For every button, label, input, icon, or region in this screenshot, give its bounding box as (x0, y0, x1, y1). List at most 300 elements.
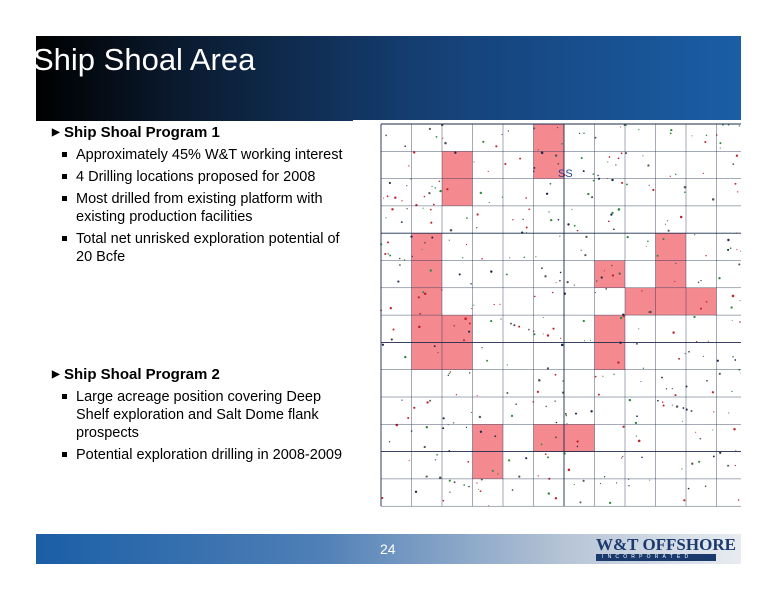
well-symbol (431, 236, 433, 238)
well-symbol (718, 277, 720, 279)
well-symbol (618, 208, 621, 211)
well-symbol (577, 446, 578, 447)
highlighted-block (656, 288, 687, 315)
well-symbol (387, 195, 389, 197)
well-symbol (712, 391, 714, 393)
square-bullet-icon (62, 452, 67, 457)
well-symbol (510, 323, 512, 325)
highlighted-block (656, 261, 687, 288)
well-symbol (526, 227, 528, 229)
well-symbol (584, 340, 585, 341)
well-symbol (507, 364, 508, 365)
well-symbol (620, 126, 621, 127)
well-symbol (462, 257, 463, 258)
well-symbol (601, 276, 603, 278)
well-symbol (431, 186, 432, 187)
well-symbol (464, 317, 467, 320)
well-symbol (490, 270, 492, 272)
well-symbol (449, 373, 450, 374)
well-symbol (604, 476, 605, 477)
well-symbol (499, 304, 500, 305)
well-symbol (418, 326, 421, 329)
well-symbol (691, 135, 692, 136)
well-symbol (413, 407, 415, 409)
well-symbol (620, 317, 622, 319)
well-symbol (636, 436, 637, 437)
well-symbol (547, 334, 549, 336)
well-symbol (683, 499, 685, 501)
well-symbol (494, 435, 496, 437)
well-symbol (389, 441, 391, 443)
well-symbol (638, 440, 641, 443)
well-symbol (441, 289, 442, 290)
well-symbol (583, 320, 585, 322)
well-symbol (480, 431, 482, 433)
well-symbol (732, 356, 734, 358)
well-symbol (466, 217, 468, 219)
well-symbol (546, 193, 548, 195)
well-symbol (528, 329, 530, 331)
well-symbol (497, 473, 498, 474)
well-symbol (478, 489, 479, 490)
well-symbol (583, 170, 585, 172)
well-symbol (727, 239, 729, 241)
highlighted-block (412, 233, 443, 260)
well-symbol (642, 155, 643, 156)
well-symbol (490, 320, 492, 322)
bullet-item (60, 190, 352, 226)
highlighted-block (442, 151, 473, 178)
well-symbol (730, 306, 732, 308)
well-symbol (561, 143, 562, 144)
well-symbol (607, 161, 608, 162)
well-symbol (641, 457, 643, 459)
well-symbol (629, 399, 631, 401)
well-symbol (436, 454, 438, 456)
highlighted-block (534, 424, 565, 451)
well-symbol (443, 500, 445, 502)
well-symbol (700, 280, 701, 281)
well-symbol (670, 133, 672, 135)
well-symbol (415, 491, 417, 493)
well-symbol (736, 249, 737, 250)
well-symbol (675, 263, 676, 264)
well-symbol (622, 456, 623, 457)
well-symbol (562, 380, 563, 381)
well-symbol (538, 149, 539, 150)
well-symbol (424, 196, 426, 198)
well-symbol (597, 175, 598, 176)
well-symbol (545, 453, 547, 455)
well-symbol (397, 281, 399, 283)
well-symbol (422, 291, 424, 293)
well-symbol (663, 404, 665, 406)
well-symbol (625, 152, 627, 154)
well-symbol (435, 459, 436, 460)
well-symbol (641, 290, 642, 291)
well-symbol (567, 223, 569, 225)
bullet-item (60, 388, 352, 442)
well-symbol (424, 293, 427, 296)
well-symbol (566, 281, 568, 283)
well-symbol (555, 374, 557, 376)
well-symbol (430, 209, 432, 211)
well-symbol (528, 208, 530, 210)
well-symbol (652, 189, 654, 191)
well-symbol (477, 213, 479, 215)
well-symbol (678, 358, 680, 360)
well-symbol (719, 142, 721, 144)
well-symbol (524, 257, 526, 259)
highlighted-block (412, 261, 443, 288)
highlighted-block (412, 288, 443, 315)
well-symbol (732, 320, 733, 321)
highlighted-block (595, 342, 626, 369)
well-symbol (424, 242, 426, 244)
well-symbol (383, 198, 384, 199)
well-symbol (638, 129, 639, 130)
well-symbol (552, 292, 554, 294)
well-symbol (694, 234, 695, 235)
well-symbol (547, 456, 549, 458)
well-symbol (387, 241, 389, 243)
well-symbol (609, 502, 611, 504)
well-symbol (685, 353, 686, 354)
well-symbol (439, 190, 441, 192)
well-symbol (704, 141, 706, 143)
well-symbol (389, 255, 391, 257)
well-symbol (626, 183, 628, 185)
program-1-heading-row (52, 124, 352, 142)
bullet-text: Approximately 45% W&T working interest (76, 147, 343, 163)
well-symbol (554, 400, 555, 401)
well-symbol (705, 485, 707, 487)
bullet-item (60, 230, 352, 266)
well-symbol (557, 163, 559, 165)
well-symbol (670, 129, 672, 131)
well-symbol (512, 219, 513, 220)
well-symbol (399, 258, 401, 260)
well-symbol (657, 400, 659, 402)
well-symbol (506, 273, 508, 275)
well-symbol (426, 476, 428, 478)
well-symbol (574, 225, 576, 227)
well-symbol (473, 161, 474, 162)
well-symbol (672, 405, 673, 406)
bullet-item (60, 168, 352, 186)
well-symbol (429, 128, 431, 130)
well-symbol (627, 236, 629, 238)
well-symbol (468, 486, 469, 487)
well-symbol (593, 173, 595, 175)
well-symbol (466, 244, 467, 245)
well-symbol (661, 377, 663, 379)
bullet-text: Potential exploration drilling in 2008-2009 (76, 447, 343, 463)
well-symbol (676, 405, 678, 407)
page-number: 24 (380, 541, 396, 557)
well-symbol (730, 247, 732, 249)
well-symbol (424, 446, 426, 448)
well-symbol (621, 457, 622, 458)
well-symbol (449, 240, 450, 241)
well-symbol (705, 255, 706, 256)
well-symbol (681, 468, 682, 469)
well-symbol (519, 158, 521, 160)
well-symbol (727, 249, 729, 251)
well-symbol (541, 267, 543, 269)
well-symbol (672, 388, 673, 389)
well-symbol (670, 176, 671, 177)
well-symbol (713, 411, 714, 412)
well-symbol (688, 351, 690, 353)
bullet-text: 4 Drilling locations proposed for 2008 (76, 169, 316, 185)
well-symbol (621, 152, 623, 154)
well-symbol (595, 292, 596, 293)
well-symbol (532, 401, 534, 403)
well-symbol (717, 360, 719, 362)
well-symbol (541, 152, 544, 155)
well-symbol (385, 135, 387, 137)
well-symbol (543, 317, 544, 318)
well-symbol (453, 325, 455, 327)
well-symbol (727, 465, 729, 467)
well-symbol (611, 179, 613, 181)
well-symbol (613, 374, 614, 375)
well-symbol (688, 488, 690, 490)
well-symbol (486, 360, 488, 362)
well-symbol (740, 300, 741, 301)
well-symbol (543, 333, 544, 334)
square-bullet-icon (62, 152, 67, 157)
well-symbol (555, 282, 556, 283)
well-symbol (657, 255, 659, 257)
well-symbol (555, 436, 557, 438)
well-symbol (515, 403, 517, 405)
well-symbol (476, 482, 477, 483)
well-symbol (640, 381, 641, 382)
well-symbol (412, 256, 413, 257)
well-symbol (682, 407, 684, 409)
well-symbol (401, 200, 402, 201)
well-symbol (430, 269, 432, 271)
highlighted-block (595, 315, 626, 342)
well-symbol (446, 188, 448, 190)
well-symbol (408, 165, 409, 166)
well-symbol (558, 219, 560, 221)
well-symbol (662, 401, 663, 402)
well-symbol (555, 154, 557, 156)
well-symbol (541, 444, 543, 446)
well-symbol (476, 227, 477, 228)
well-symbol (500, 319, 501, 320)
well-symbol (428, 192, 430, 194)
well-symbol (444, 142, 447, 145)
well-symbol (435, 187, 436, 188)
well-symbol (560, 338, 561, 339)
well-symbol (418, 296, 420, 298)
well-symbol (595, 376, 597, 378)
well-symbol (698, 281, 700, 283)
well-symbol (590, 410, 592, 412)
well-symbol (492, 470, 494, 472)
well-symbol (739, 125, 740, 126)
well-symbol (732, 163, 734, 165)
highlighted-block (534, 124, 565, 151)
well-symbol (522, 219, 524, 221)
square-bullet-icon (62, 174, 67, 179)
well-symbol (509, 257, 510, 258)
well-symbol (636, 343, 638, 345)
well-symbol (525, 457, 527, 459)
well-symbol (388, 253, 389, 254)
well-symbol (423, 208, 424, 209)
well-symbol (595, 137, 597, 139)
well-symbol (454, 152, 456, 154)
well-symbol (390, 307, 392, 309)
well-symbol (453, 422, 454, 423)
well-symbol (622, 426, 624, 428)
well-symbol (399, 264, 401, 266)
well-symbol (583, 132, 585, 134)
well-symbol (675, 174, 677, 176)
area-label: SS (558, 168, 573, 180)
well-symbol (649, 480, 650, 481)
well-symbol (480, 192, 482, 194)
well-symbol (394, 197, 396, 199)
well-symbol (674, 394, 676, 396)
ship-shoal-block-map (353, 120, 741, 532)
well-symbol (647, 164, 649, 166)
well-symbol (535, 256, 536, 257)
well-symbol (533, 171, 534, 172)
well-symbol (437, 352, 438, 353)
well-symbol (575, 413, 577, 415)
well-symbol (611, 265, 612, 266)
well-symbol (391, 208, 393, 210)
well-symbol (434, 345, 436, 347)
well-symbol (401, 400, 402, 401)
well-symbol (384, 253, 386, 255)
well-symbol (504, 163, 506, 165)
well-symbol (703, 356, 704, 357)
well-symbol (568, 469, 571, 472)
well-symbol (466, 427, 467, 428)
well-symbol (708, 341, 709, 342)
well-symbol (557, 127, 558, 128)
well-symbol (598, 178, 600, 180)
highlighted-block (442, 342, 473, 369)
well-symbol (636, 415, 638, 417)
well-symbol (545, 406, 547, 408)
well-symbol (698, 461, 700, 463)
well-symbol (596, 280, 597, 281)
well-symbol (430, 222, 432, 224)
well-symbol (385, 217, 386, 218)
program-1-heading: Ship Shoal Program 1 (64, 124, 220, 141)
program-2-heading-row (52, 366, 352, 384)
well-symbol (488, 171, 489, 172)
bullet-text: Most drilled from existing platform with existing production facilities (76, 191, 323, 225)
well-symbol (667, 220, 668, 221)
well-symbol (674, 281, 675, 282)
bullet-item (60, 446, 352, 464)
well-symbol (584, 254, 586, 256)
well-symbol (559, 280, 561, 282)
well-symbol (712, 429, 713, 430)
well-symbol (525, 197, 527, 199)
well-symbol (393, 329, 395, 331)
well-symbol (538, 379, 541, 382)
well-symbol (413, 151, 415, 153)
well-symbol (494, 304, 495, 305)
well-symbol (618, 157, 620, 159)
well-symbol (735, 465, 736, 466)
well-symbol (574, 484, 575, 485)
well-symbol (495, 145, 497, 147)
well-symbol (468, 331, 470, 333)
well-symbol (482, 141, 484, 143)
well-symbol (680, 216, 683, 219)
well-symbol (547, 367, 549, 369)
well-symbol (489, 202, 490, 203)
well-symbol (537, 391, 539, 393)
program-2-section (52, 366, 352, 468)
well-symbol (534, 296, 536, 298)
well-symbol (574, 285, 575, 286)
well-symbol (479, 416, 481, 418)
well-symbol (456, 394, 457, 395)
well-symbol (481, 347, 482, 348)
well-symbol (635, 422, 637, 424)
well-symbol (602, 376, 603, 377)
well-symbol (577, 230, 579, 232)
well-symbol (401, 221, 403, 223)
well-symbol (467, 461, 469, 463)
highlighted-block (656, 233, 687, 260)
well-symbol (449, 492, 450, 493)
well-symbol (442, 427, 444, 429)
well-symbol (508, 459, 510, 461)
well-symbol (663, 238, 665, 240)
highlighted-block (412, 315, 443, 342)
well-symbol (571, 209, 572, 210)
well-symbol (533, 167, 535, 169)
well-symbol (556, 422, 558, 424)
well-symbol (471, 412, 472, 413)
well-symbol (713, 455, 715, 457)
well-symbol (732, 295, 735, 298)
well-symbol (576, 440, 578, 442)
well-symbol (448, 375, 449, 376)
well-symbol (740, 250, 741, 252)
well-symbol (391, 338, 393, 340)
well-symbol (625, 124, 626, 125)
well-symbol (439, 180, 441, 182)
well-symbol (544, 275, 546, 277)
well-symbol (643, 368, 644, 369)
well-symbol (550, 183, 552, 185)
bullet-text: Total net unrisked exploration potential of 20 Bcfe (76, 231, 340, 265)
well-symbol (672, 331, 674, 333)
well-symbol (433, 204, 435, 206)
well-symbol (646, 246, 647, 247)
well-symbol (720, 148, 721, 149)
well-symbol (703, 173, 704, 174)
well-symbol (501, 134, 502, 135)
bullet-text: Large acreage position covering Deep Shelf exploration and Salt Dome flank prospects (76, 389, 322, 441)
well-symbol (738, 263, 740, 265)
well-symbol (443, 417, 445, 419)
